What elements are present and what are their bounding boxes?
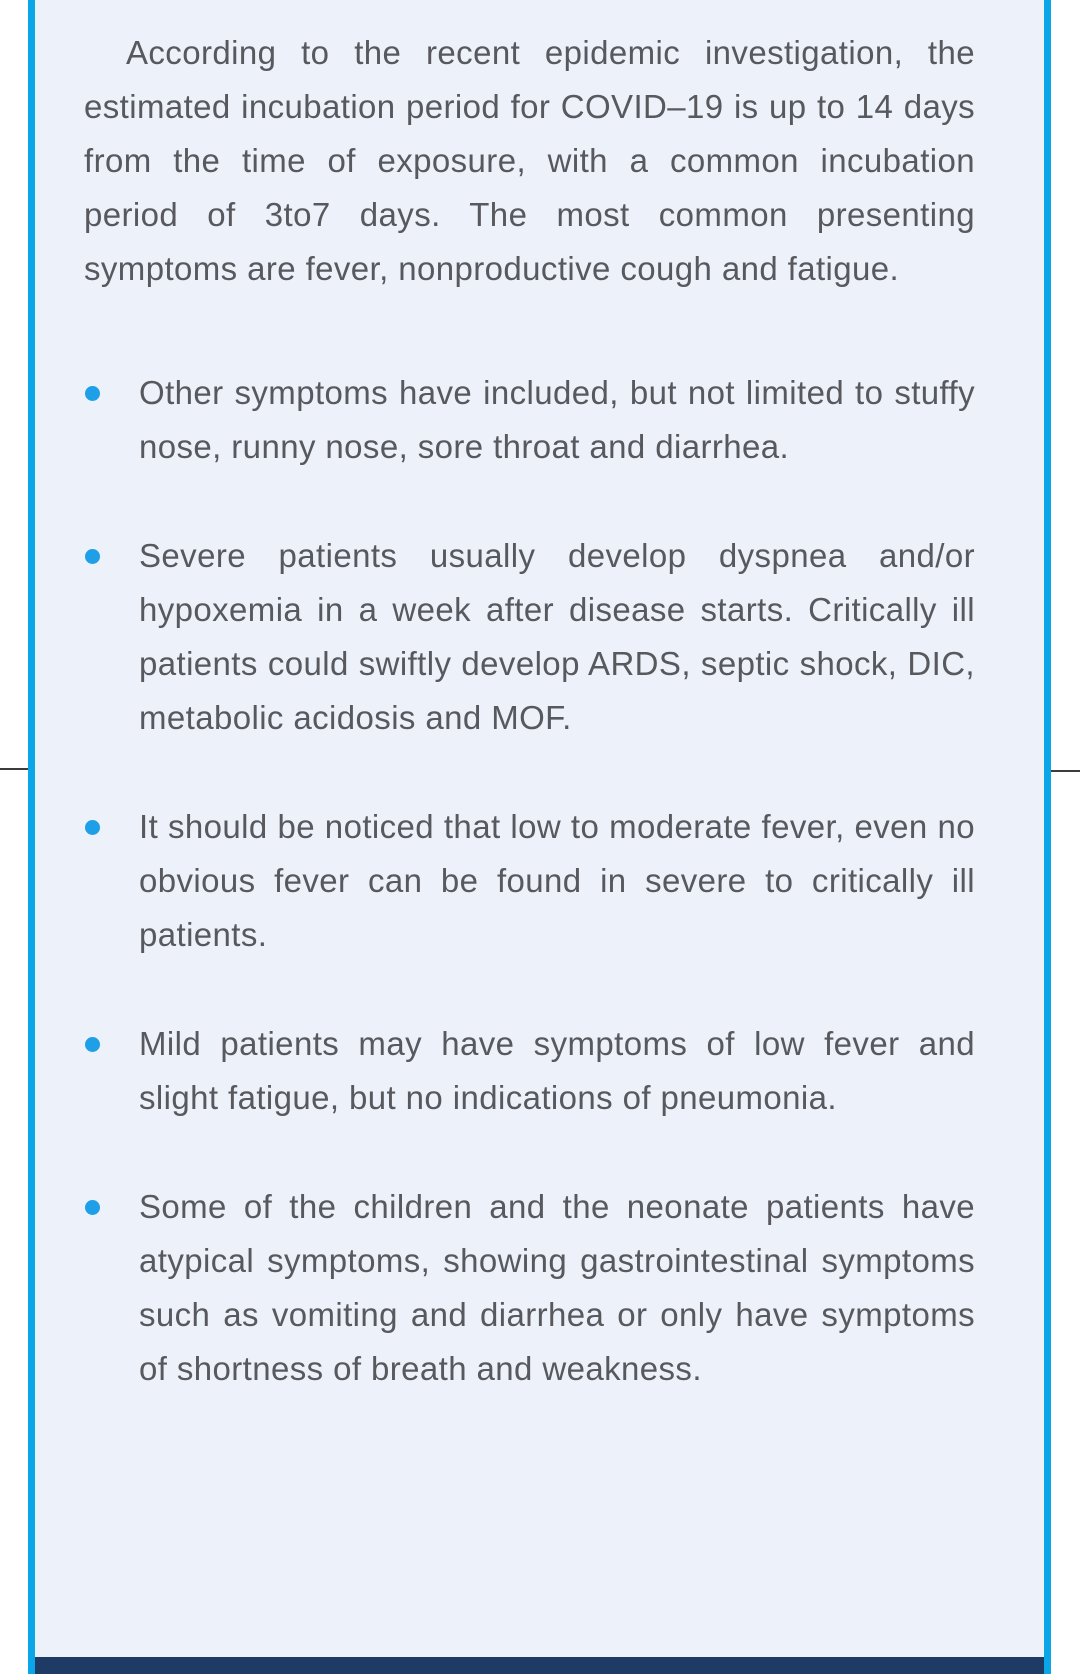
list-item [84,1180,975,1396]
paragraph-text: According to the recent epidemic investigation, the estimated incubation period for COVID–19 is up to 14 days from the time of exposure, with a common incubation period of 3to7 days. The most common presenting symptoms are fever, nonproductive cough and fatigue. [84,34,975,287]
list-item-text: Severe patients usually develop dyspnea and/or hypoxemia in a week after disease starts. Critically ill patients could swiftly develop ARDS, septic shock, DIC, metabolic acidosis and MOF. [139,537,975,736]
list-item [84,366,975,474]
right-accent-bar [1044,0,1051,1674]
list-item [84,1017,975,1125]
bullet-icon [85,386,100,401]
bullet-icon [85,549,100,564]
list-item-text: It should be noticed that low to moderate fever, even no obvious fever can be found in severe to critically ill patients. [139,808,975,953]
bottom-bar [35,1657,1044,1674]
symptom-list [84,366,975,1396]
list-item [84,529,975,745]
list-item [84,800,975,962]
bullet-icon [85,1037,100,1052]
bullet-icon [85,1200,100,1215]
left-accent-bar [28,0,35,1674]
list-item-text: Some of the children and the neonate patients have atypical symptoms, showing gastrointestinal symptoms such as vomiting and diarrhea or only have symptoms of shortness of breath and weakness. [139,1188,975,1387]
list-item-text: Other symptoms have included, but not limited to stuffy nose, runny nose, sore throat and diarrhea. [139,374,975,465]
reading-panel [35,0,1044,1674]
bullet-icon [85,820,100,835]
right-page-tick [1051,770,1080,772]
left-page-tick [0,768,28,770]
list-item-text: Mild patients may have symptoms of low fever and slight fatigue, but no indications of pneumonia. [139,1025,975,1116]
